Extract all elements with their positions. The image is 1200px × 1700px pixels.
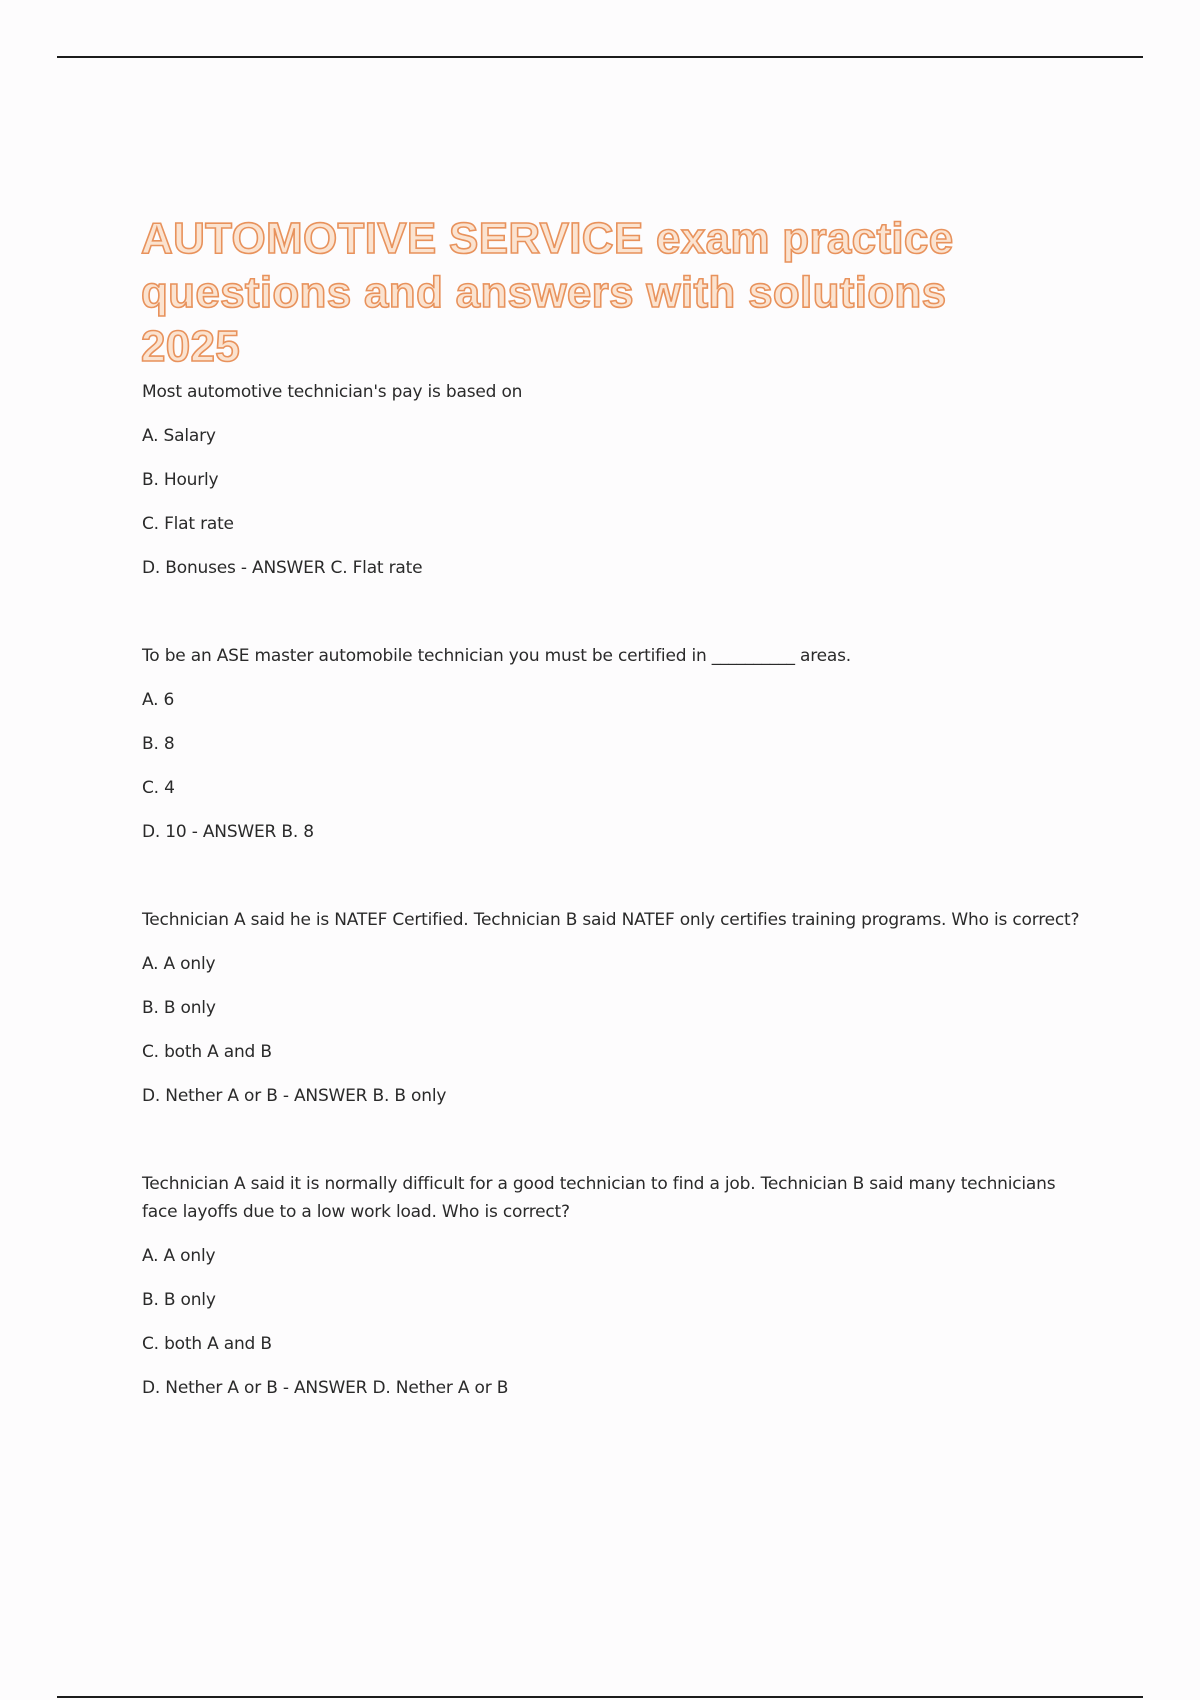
answer-option-with-answer: D. 10 - ANSWER B. 8 <box>142 822 314 842</box>
answer-option: B. 8 <box>142 734 175 754</box>
answer-option: B. B only <box>142 998 216 1018</box>
answer-option: A. Salary <box>142 426 216 446</box>
question-prompt: Technician A said he is NATEF Certified. Technician B said NATEF only certifies training programs. Who is correct? <box>142 910 1080 930</box>
answer-option: B. B only <box>142 1290 216 1310</box>
question-block <box>142 378 1082 582</box>
answer-option: C. both A and B <box>142 1042 272 1062</box>
answer-option: C. Flat rate <box>142 514 234 534</box>
answer-option: A. A only <box>142 1246 216 1266</box>
answer-option-with-answer: D. Bonuses - ANSWER C. Flat rate <box>142 558 423 578</box>
answer-option: C. 4 <box>142 778 175 798</box>
answer-option-with-answer: D. Nether A or B - ANSWER B. B only <box>142 1086 447 1106</box>
answer-option: A. A only <box>142 954 216 974</box>
question-prompt: Most automotive technician's pay is based on <box>142 382 523 402</box>
question-block <box>142 906 1082 1110</box>
document-title: AUTOMOTIVE SERVICE exam practice questions and answers with solutions 2025 <box>141 214 954 371</box>
question-block <box>142 1170 1082 1402</box>
question-prompt: To be an ASE master automobile technician you must be certified in __________ areas. <box>142 646 851 666</box>
footer-rule <box>57 1696 1143 1698</box>
question-list <box>142 378 1082 1402</box>
question-prompt: Technician A said it is normally difficult for a good technician to find a job. Technician B said many technicians face layoffs due to a low work load. Who is correct? <box>142 1174 1056 1222</box>
answer-option: B. Hourly <box>142 470 219 490</box>
answer-option: A. 6 <box>142 690 175 710</box>
question-block <box>142 642 1082 846</box>
answer-option: C. both A and B <box>142 1334 272 1354</box>
answer-option-with-answer: D. Nether A or B - ANSWER D. Nether A or B <box>142 1378 509 1398</box>
header-rule <box>57 56 1143 58</box>
